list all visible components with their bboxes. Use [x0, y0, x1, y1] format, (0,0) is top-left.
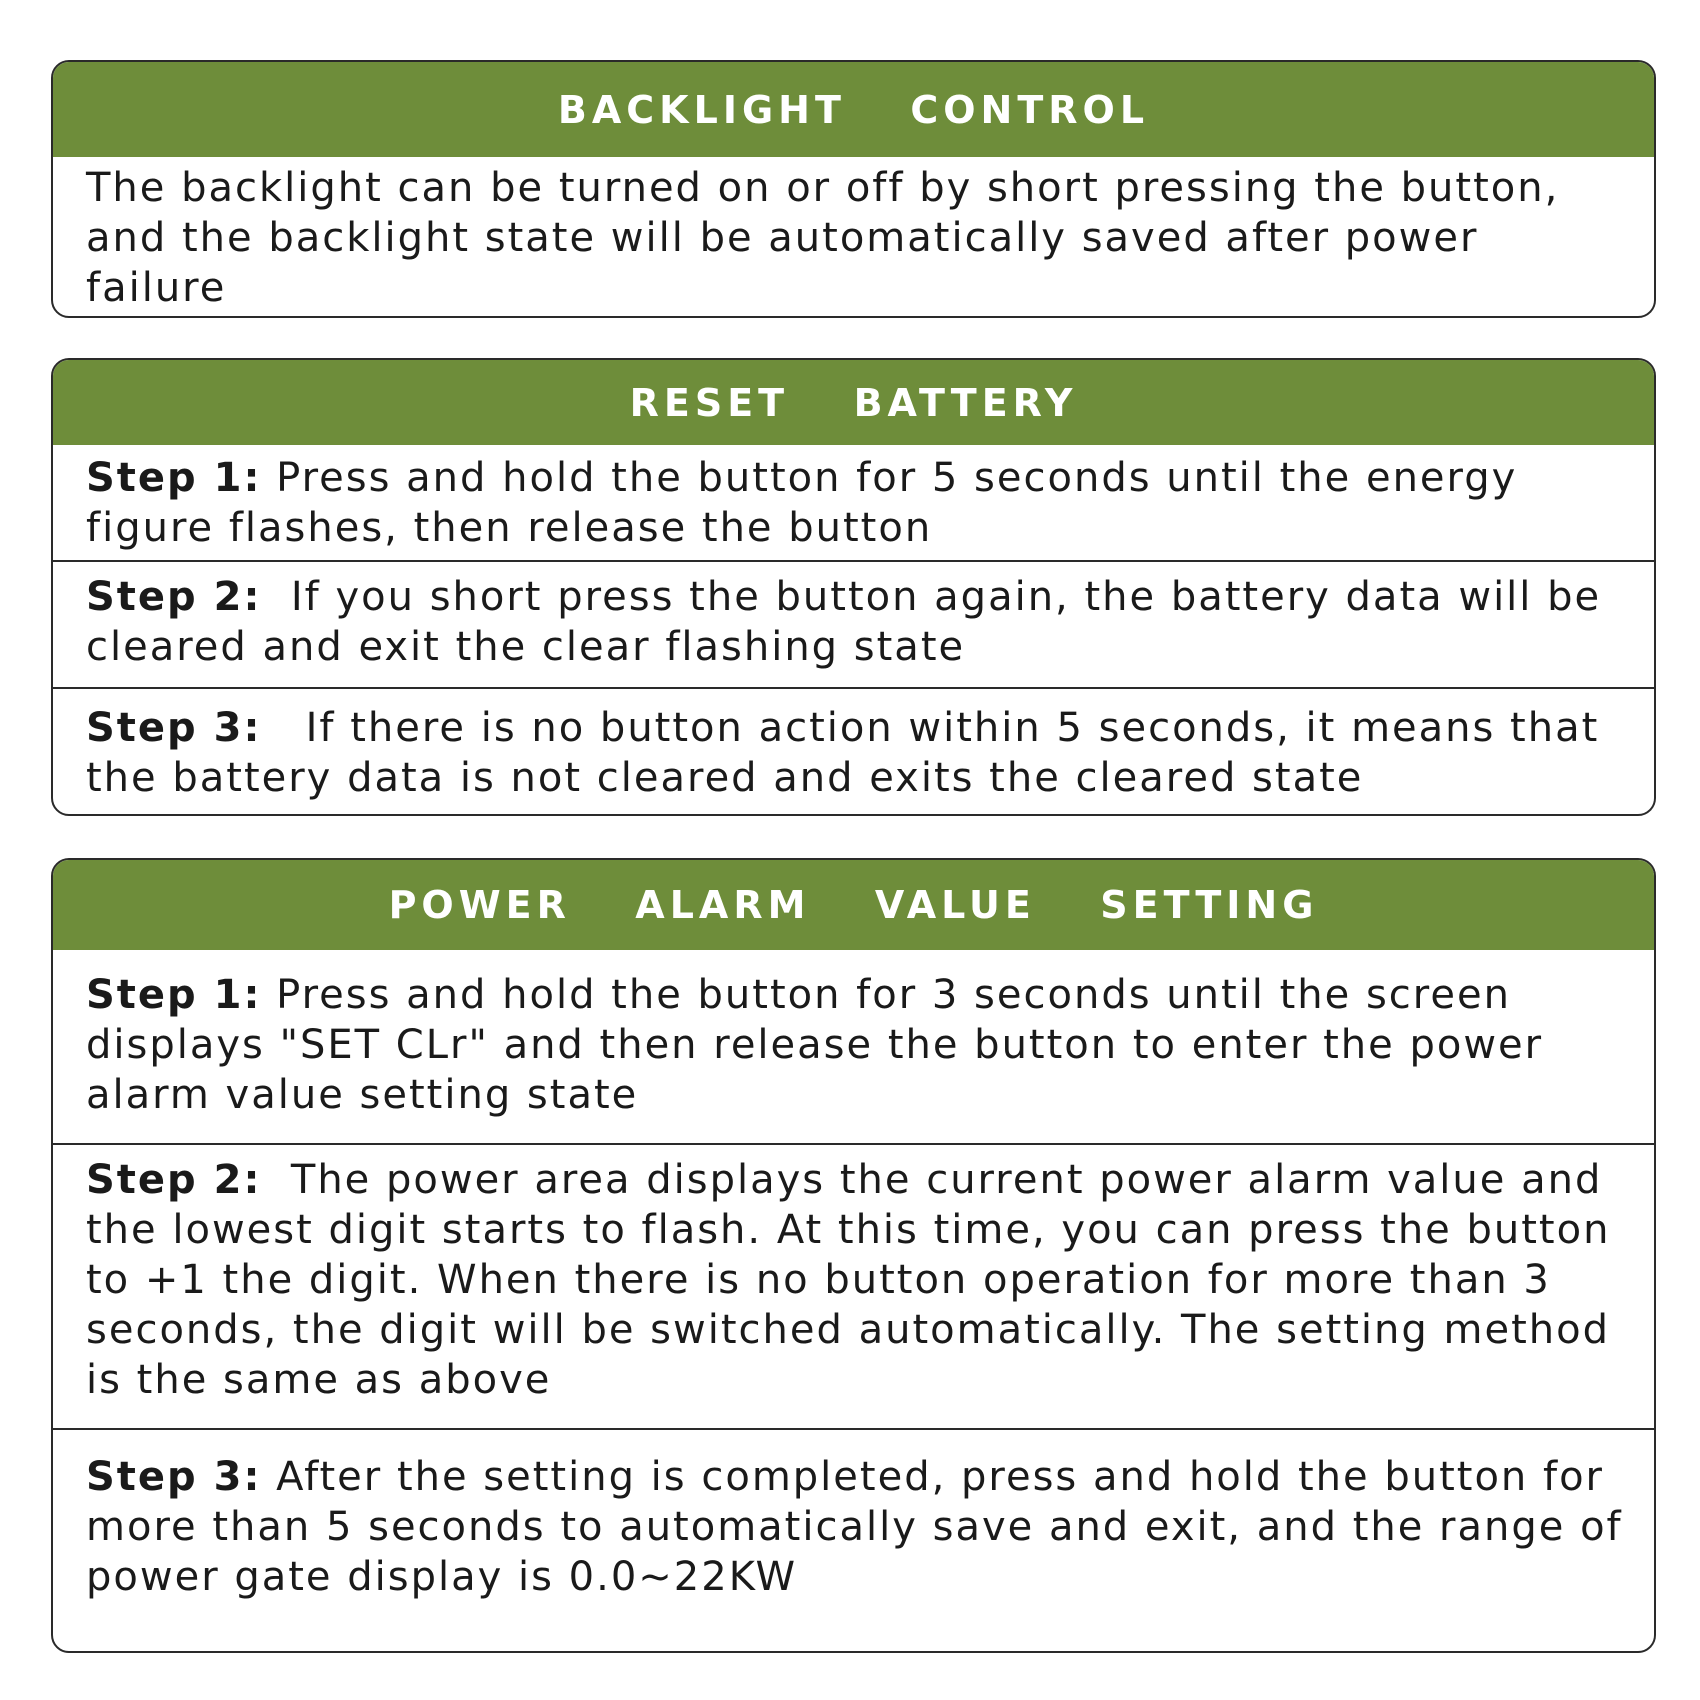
reset-battery-step-3 [53, 687, 1654, 816]
step-label: Step 1: [86, 455, 262, 501]
reset-battery-step-1 [53, 445, 1654, 560]
backlight-control-description: The backlight can be turned on or off by short pressing the button, and the backlight state will be automatically saved after power failure [86, 165, 1560, 311]
step-label: Step 2: [86, 1157, 262, 1203]
power-alarm-step-2 [53, 1143, 1654, 1428]
backlight-control-title: BACKLIGHT CONTROL [557, 87, 1150, 132]
step-text: If there is no button action within 5 seconds, it means that the battery data is not cleared and exits the cleared state [86, 705, 1615, 801]
power-alarm-setting-panel [51, 858, 1656, 1653]
power-alarm-setting-header [53, 860, 1654, 950]
reset-battery-header [53, 360, 1654, 445]
power-alarm-step-1 [53, 950, 1654, 1143]
step-text: Press and hold the button for 5 seconds until the energy figure flashes, then release the button [86, 455, 1533, 551]
step-text: Press and hold the button for 3 seconds until the screen displays "SET CLr" and then release the button to enter the power alarm value setting state [86, 972, 1558, 1118]
step-label: Step 1: [86, 972, 262, 1018]
power-alarm-step-3 [53, 1428, 1654, 1651]
step-label: Step 2: [86, 574, 262, 620]
reset-battery-panel [51, 358, 1656, 816]
backlight-control-header [53, 62, 1654, 157]
step-text: If you short press the button again, the battery data will be cleared and exit the clear flashing state [86, 574, 1616, 670]
step-text: The power area displays the current power alarm value and the lowest digit starts to flash. At this time, you can press the button to +1 the digit. When there is no button operation for more than 3 seconds, the digit will be switched automatically. The setting method is the same as above [86, 1157, 1626, 1403]
step-label: Step 3: [86, 1454, 262, 1500]
backlight-control-panel [51, 60, 1656, 318]
step-label: Step 3: [86, 705, 262, 751]
power-alarm-setting-title: POWER ALARM VALUE SETTING [388, 883, 1319, 927]
reset-battery-title: RESET BATTERY [629, 380, 1078, 425]
reset-battery-step-2 [53, 560, 1654, 687]
step-text: After the setting is completed, press and hold the button for more than 5 seconds to automatically save and exit, and the range of power gate display is 0.0~22KW [86, 1454, 1638, 1600]
